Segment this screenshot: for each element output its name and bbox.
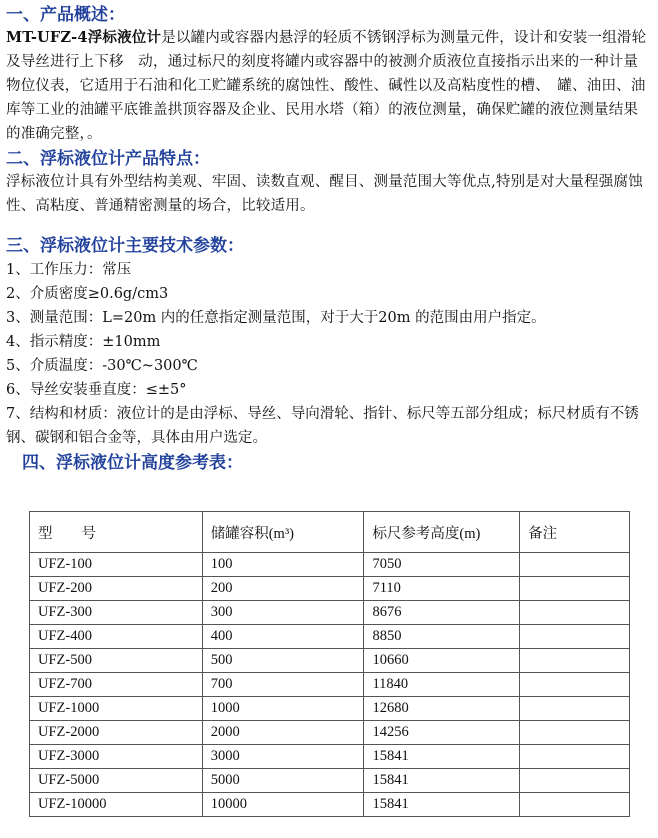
cell-remark: [520, 625, 630, 649]
cell-remark: [520, 697, 630, 721]
cell-height: 10660: [364, 649, 520, 673]
cell-remark: [520, 673, 630, 697]
table-row: [30, 721, 630, 745]
table-row: [30, 625, 630, 649]
table-row: [30, 649, 630, 673]
spec-item-range: 3、测量范围：L=20m 内的任意指定测量范围，对于大于20m 的范围由用户指定。: [6, 310, 546, 326]
table-header-row: [30, 512, 630, 553]
cell-volume: 2000: [202, 721, 364, 745]
spec-item-pressure: 1、工作压力：常压: [6, 262, 132, 278]
section-heading-overview: 一、产品概述：: [6, 5, 125, 25]
cell-volume: 400: [202, 625, 364, 649]
cell-height: 8676: [364, 601, 520, 625]
cell-height: 15841: [364, 745, 520, 769]
cell-height: 14256: [364, 721, 520, 745]
cell-height: 15841: [364, 793, 520, 817]
cell-model: UFZ-5000: [30, 769, 203, 793]
cell-model: UFZ-1000: [30, 697, 203, 721]
header-remarks: 备注: [520, 512, 630, 553]
cell-volume: 100: [202, 553, 364, 577]
table-row: [30, 601, 630, 625]
cell-volume: 700: [202, 673, 364, 697]
cell-model: UFZ-400: [30, 625, 203, 649]
product-model: MT-UFZ-4浮标液位计: [6, 29, 162, 46]
spec-item-structure: 7、结构和材质：液位计的是由浮标、导丝、导向滑轮、指针、标尺等五部分组成；标尺材质有不锈钢、碳钢和铝合金等，具体由用户选定。: [6, 406, 639, 446]
table-row: [30, 553, 630, 577]
table-row: [30, 673, 630, 697]
cell-model: UFZ-10000: [30, 793, 203, 817]
cell-volume: 300: [202, 601, 364, 625]
cell-height: 15841: [364, 769, 520, 793]
header-tank-volume: 储罐容积(m³): [202, 512, 364, 553]
section-heading-features: 二、浮标液位计产品特点：: [6, 149, 210, 169]
cell-model: UFZ-500: [30, 649, 203, 673]
cell-remark: [520, 553, 630, 577]
cell-volume: 1000: [202, 697, 364, 721]
cell-remark: [520, 769, 630, 793]
section-heading-reference-table: 四、浮标液位计高度参考表：: [22, 453, 243, 473]
cell-model: UFZ-200: [30, 577, 203, 601]
cell-volume: 3000: [202, 745, 364, 769]
cell-height: 12680: [364, 697, 520, 721]
cell-volume: 200: [202, 577, 364, 601]
cell-remark: [520, 721, 630, 745]
cell-remark: [520, 577, 630, 601]
cell-remark: [520, 745, 630, 769]
spec-item-density: 2、介质密度≥0.6g/cm3: [6, 286, 169, 302]
overview-paragraph: [6, 26, 652, 146]
cell-height: 7110: [364, 577, 520, 601]
cell-height: 11840: [364, 673, 520, 697]
spec-item-temperature: 5、介质温度：-30℃~300℃: [6, 358, 198, 374]
header-model: 型 号: [30, 512, 203, 553]
cell-volume: 10000: [202, 793, 364, 817]
cell-model: UFZ-2000: [30, 721, 203, 745]
cell-model: UFZ-100: [30, 553, 203, 577]
overview-text: 是以罐内或容器内悬浮的轻质不锈钢浮标为测量元件，设计和安装一组滑轮及导丝进行上下移 动，通过标尺的刻度将罐内或容器中的被测介质液位直接指示出来的一种计量物位仪表，它适用于石油和化工贮罐系统的腐蚀性、酸性、碱性以及高粘度性的槽、 罐、油田、油库等工业的油罐平底锥盖拱顶容器及企业、民用水塔（箱）的液位测量，确保贮罐的液位测量结果的准确完整，。: [6, 30, 647, 142]
table-row: [30, 793, 630, 817]
table-row: [30, 577, 630, 601]
cell-model: UFZ-700: [30, 673, 203, 697]
cell-remark: [520, 649, 630, 673]
header-scale-height: 标尺参考高度(m): [364, 512, 520, 553]
cell-remark: [520, 601, 630, 625]
height-reference-table: [29, 511, 630, 817]
cell-model: UFZ-300: [30, 601, 203, 625]
features-paragraph: 浮标液位计具有外型结构美观、牢固、读数直观、醒目、测量范围大等优点,特别是对大量程强腐蚀性、高粘度、普通精密测量的场合，比较适用。: [6, 174, 643, 214]
table-row: [30, 769, 630, 793]
cell-height: 8850: [364, 625, 520, 649]
table-row: [30, 745, 630, 769]
cell-volume: 500: [202, 649, 364, 673]
cell-model: UFZ-3000: [30, 745, 203, 769]
spec-item-verticality: 6、导丝安装垂直度：≤±5°: [6, 382, 187, 398]
table-row: [30, 697, 630, 721]
spec-item-accuracy: 4、指示精度：±10mm: [6, 334, 161, 350]
cell-height: 7050: [364, 553, 520, 577]
section-heading-specs: 三、浮标液位计主要技术参数：: [6, 236, 244, 256]
cell-remark: [520, 793, 630, 817]
cell-volume: 5000: [202, 769, 364, 793]
